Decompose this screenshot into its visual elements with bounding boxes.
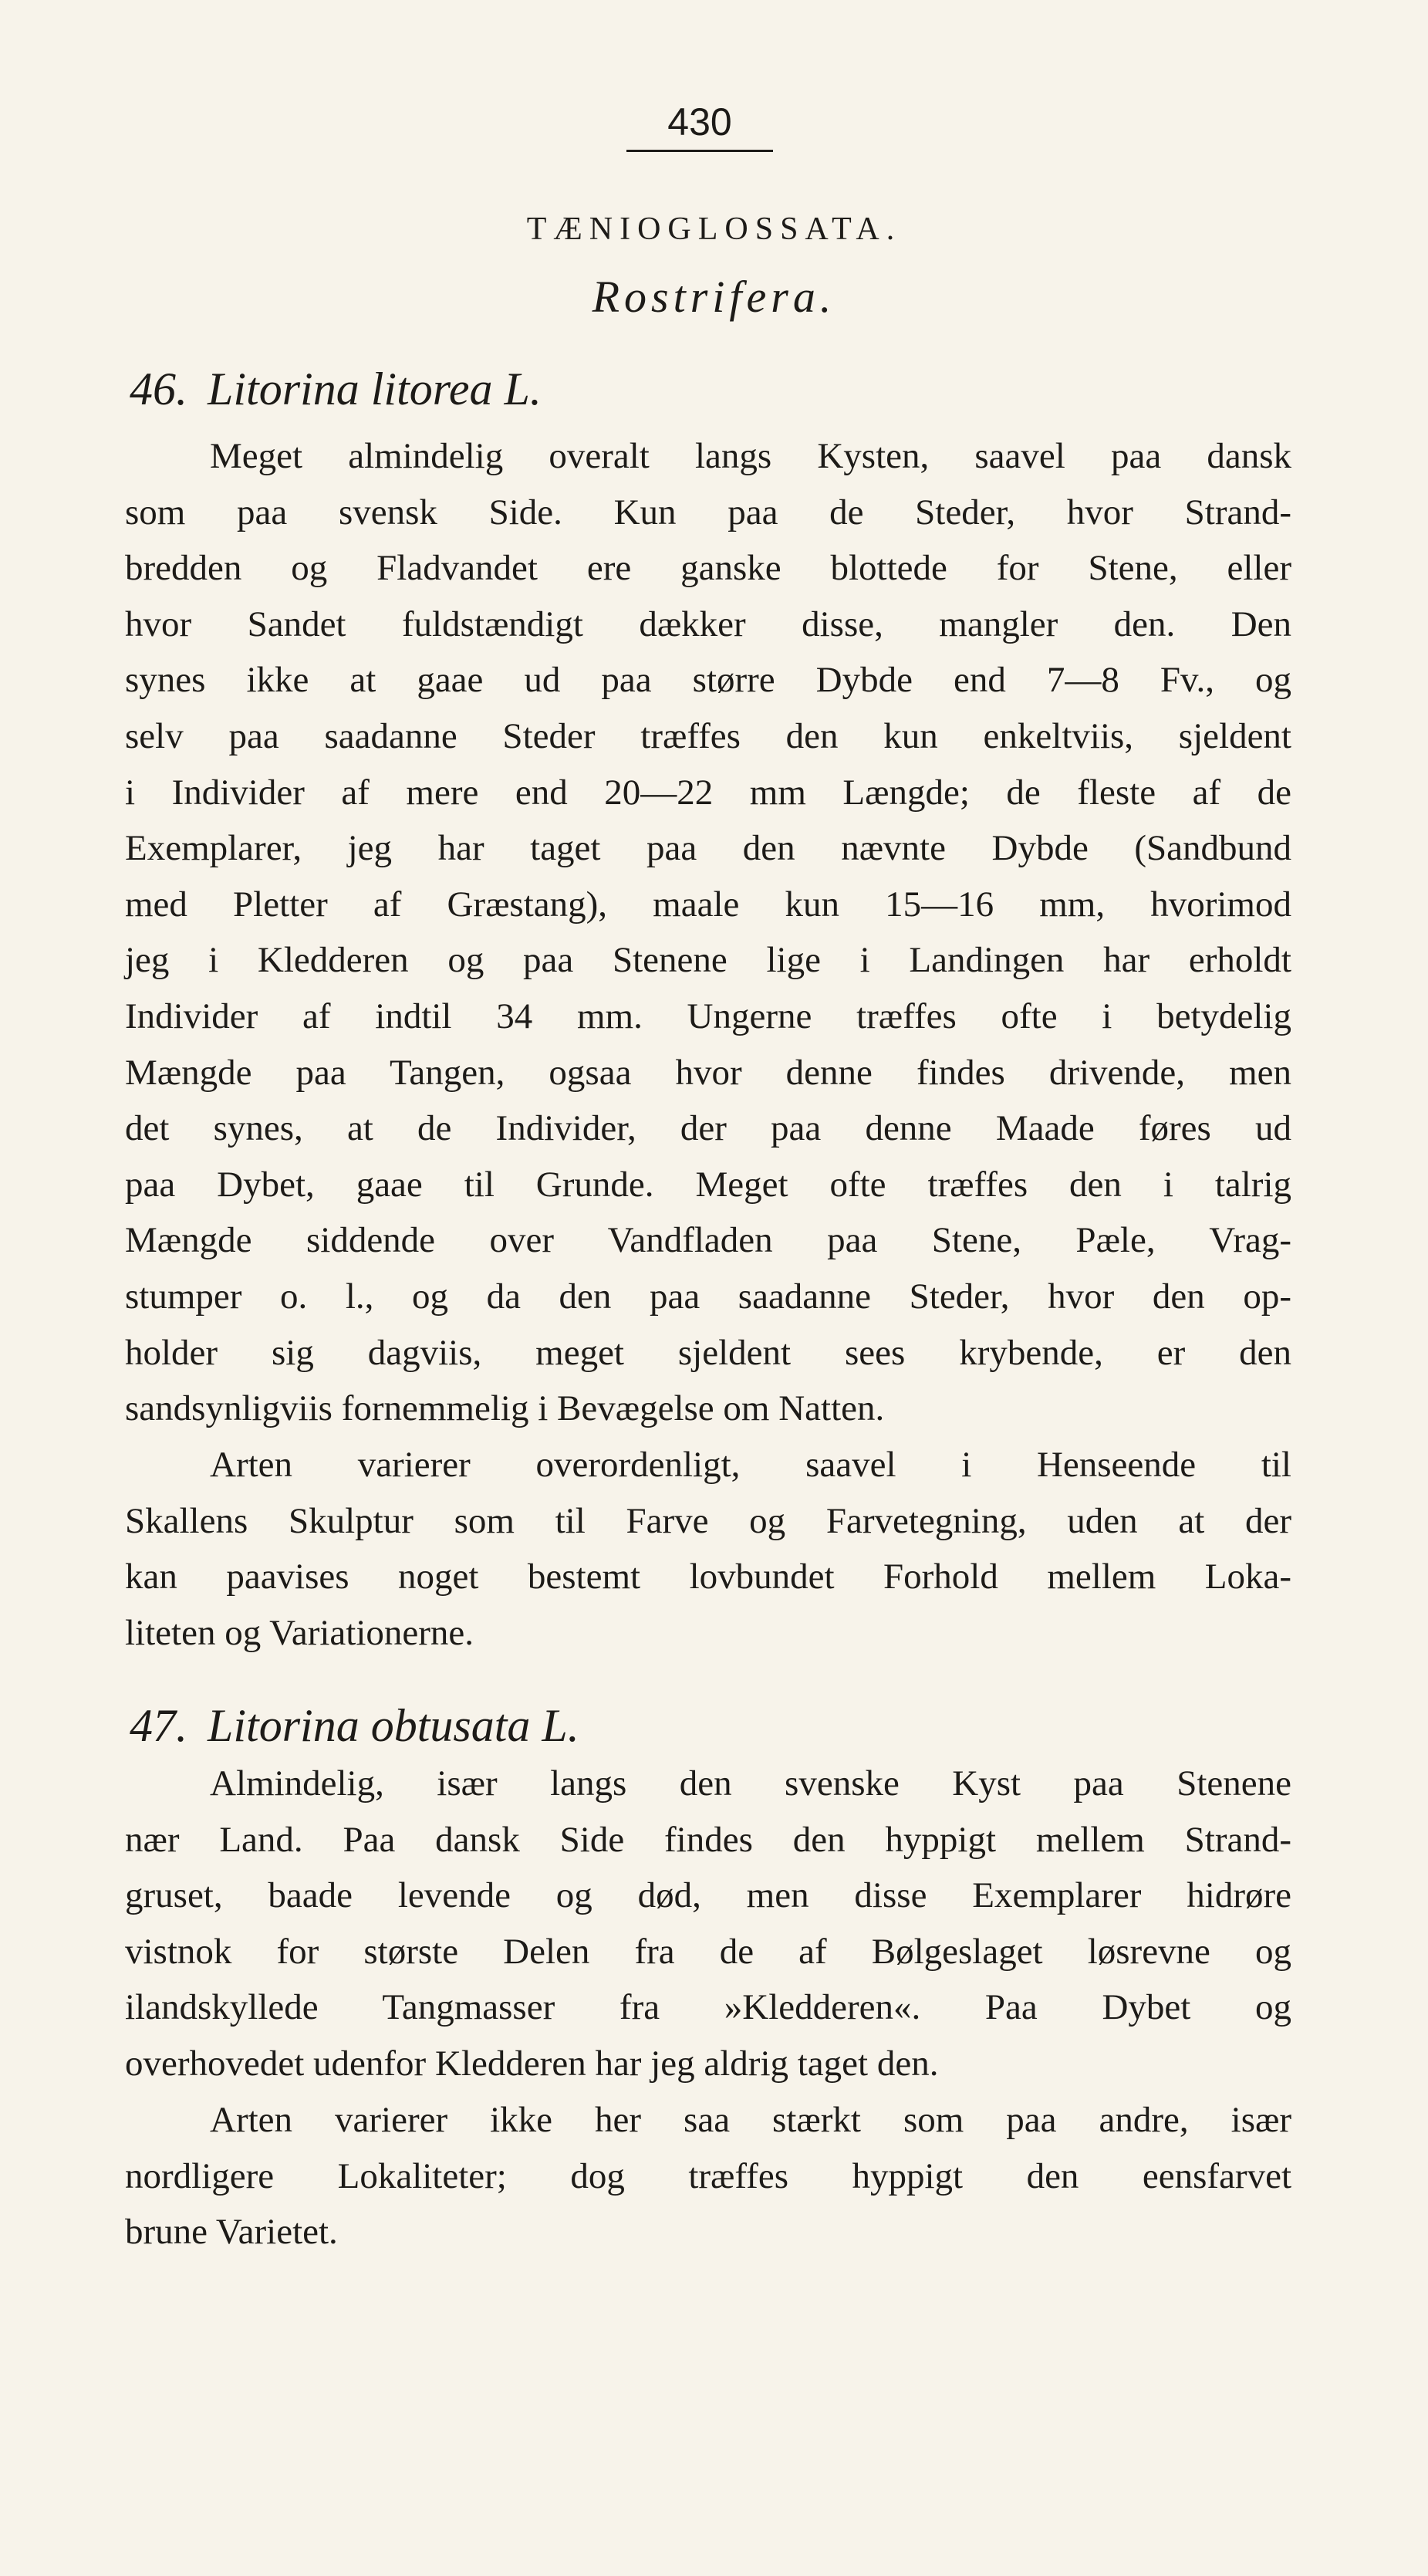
text-line: sandsynligviis fornemmelig i Bevægelse om Natten. [125, 1388, 885, 1429]
text-line: selv paa saadanne Steder træffes den kun enkeltviis, sjeldent [125, 715, 1291, 756]
text-line: i Individer af mere end 20—22 mm Længde; de fleste af de [125, 772, 1291, 813]
species-number: 47. [130, 1700, 187, 1751]
text-line: synes ikke at gaae ud paa større Dybde end 7—8 Fv., og [125, 660, 1291, 701]
text-line: Individer af indtil 34 mm. Ungerne træffes ofte i betydelig [125, 996, 1291, 1036]
text-line: hvor Sandet fuldstændigt dækker disse, mangler den. Den [125, 603, 1291, 644]
species-name: Litorina litorea L. [208, 363, 542, 414]
section-46-paragraph-2 [125, 1437, 1291, 1661]
text-line: med Pletter af Græstang), maale kun 15—16 mm, hvorimod [125, 884, 1291, 925]
text-line: Arten varierer overordenligt, saavel i Henseende til [210, 1445, 1291, 1485]
text-line: Arten varierer ikke her saa stærkt som paa andre, især [210, 2100, 1291, 2140]
text-line: overhovedet udenfor Kledderen har jeg aldrig taget den. [125, 2043, 939, 2084]
section-47-paragraph-1 [125, 1756, 1291, 2092]
text-line: holder sig dagviis, meget sjeldent sees krybende, er den [125, 1332, 1291, 1373]
text-line: Almindelig, især langs den svenske Kyst paa Stenene [210, 1763, 1291, 1804]
text-line: stumper o. l., og da den paa saadanne Steder, hvor den op- [125, 1276, 1291, 1317]
text-line: nær Land. Paa dansk Side findes den hyppigt mellem Strand- [125, 1819, 1291, 1860]
text-line: Mængde siddende over Vandfladen paa Stene, Pæle, Vrag- [125, 1220, 1291, 1261]
species-name: Litorina obtusata L. [208, 1700, 579, 1751]
text-line: kan paavises noget bestemt lovbundet Forhold mellem Loka- [125, 1557, 1291, 1597]
text-line: liteten og Variationerne. [125, 1612, 474, 1653]
section-47-paragraph-2 [125, 2092, 1291, 2260]
section-46-paragraph-1 [125, 428, 1291, 1437]
text-line: paa Dybet, gaae til Grunde. Meget ofte træffes den i talrig [125, 1164, 1291, 1205]
text-line: brune Varietet. [125, 2212, 338, 2253]
species-heading-46 [130, 361, 542, 417]
text-line: som paa svensk Side. Kun paa de Steder, hvor Strand- [125, 492, 1291, 532]
text-line: vistnok for største Delen fra de af Bølgeslaget løsrevne og [125, 1931, 1291, 1972]
text-line: det synes, at de Individer, der paa denne Maade føres ud [125, 1108, 1291, 1149]
text-line: bredden og Fladvandet ere ganske blottede for Stene, eller [125, 548, 1291, 589]
text-line: ilandskyllede Tangmasser fra »Kledderen«. Paa Dybet og [125, 1987, 1291, 2028]
text-line: Mængde paa Tangen, ogsaa hvor denne findes drivende, men [125, 1052, 1291, 1093]
text-line: Skallens Skulptur som til Farve og Farvetegning, uden at der [125, 1500, 1291, 1541]
text-line: gruset, baade levende og død, men disse Exemplarer hidrøre [125, 1875, 1291, 1916]
text-line: Meget almindelig overalt langs Kysten, saavel paa dansk [210, 436, 1291, 476]
family-heading: TÆNIOGLOSSATA. [526, 211, 902, 247]
text-line: Exemplarer, jeg har taget paa den nævnte Dybde (Sandbund [125, 828, 1291, 869]
species-heading-47 [130, 1698, 579, 1753]
text-line: jeg i Kledderen og paa Stenene lige i Landingen har erholdt [125, 940, 1291, 981]
subfamily-heading: Rostrifera. [592, 272, 836, 322]
species-number: 46. [130, 363, 187, 414]
page-number: 430 [626, 99, 773, 152]
text-line: nordligere Lokaliteter; dog træffes hyppigt den eensfarvet [125, 2155, 1291, 2196]
